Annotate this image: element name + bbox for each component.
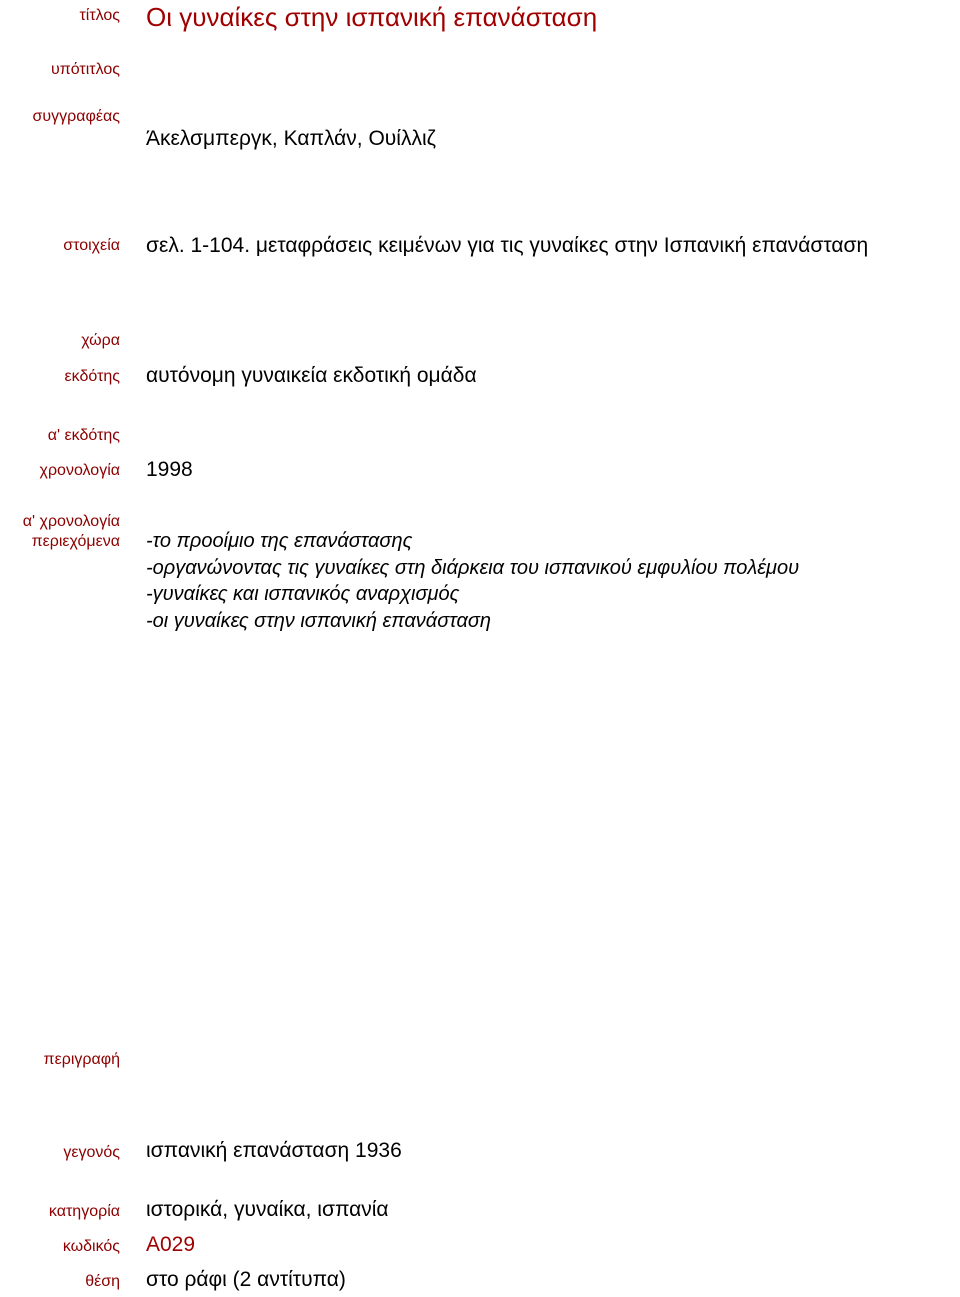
author-label: συγγραφέας	[32, 108, 120, 125]
first-date-label: α' χρονολογία	[22, 513, 120, 530]
description-label: περιγραφή	[43, 1051, 120, 1068]
title-label: τίτλος	[79, 7, 120, 24]
contents-label: περιεχόμενα	[31, 533, 120, 550]
contents-item: -οι γυναίκες στην ισπανική επανάσταση	[146, 609, 492, 632]
location-label: θέση	[85, 1273, 120, 1290]
date-value: 1998	[146, 458, 193, 481]
event-value: ισπανική επανάσταση 1936	[146, 1139, 402, 1162]
code-label: κωδικός	[62, 1238, 120, 1255]
event-label: γεγονός	[63, 1144, 120, 1161]
contents-item: -γυναίκες και ισπανικός αναρχισμός	[146, 583, 460, 605]
title-value: Οι γυναίκες στην ισπανική επανάσταση	[146, 2, 598, 32]
contents-item: -το προοίμιο της επανάστασης	[146, 530, 413, 552]
contents-item: -οργανώνοντας τις γυναίκες στη διάρκεια του ισπανικού εμφυλίου πολέμου	[146, 556, 800, 579]
publisher-value: αυτόνομη γυναικεία εκδοτική ομάδα	[146, 364, 477, 387]
contents-list	[146, 528, 799, 634]
author-value: Άκελσμπεργκ, Καπλάν, Ουίλλιζ	[146, 127, 436, 150]
category-label: κατηγορία	[48, 1203, 120, 1220]
category-value: ιστορικά, γυναίκα, ισπανία	[146, 1198, 389, 1221]
first-publisher-label: α' εκδότης	[47, 427, 120, 444]
code-value: Α029	[146, 1233, 196, 1256]
country-label: χώρα	[81, 332, 120, 349]
date-label: χρονολογία	[39, 462, 120, 479]
details-value: σελ. 1-104. μεταφράσεις κειμένων για τις γυναίκες στην Ισπανική επανάσταση	[146, 234, 869, 257]
location-value: στο ράφι (2 αντίτυπα)	[146, 1268, 346, 1291]
publisher-label: εκδότης	[64, 368, 120, 385]
details-label: στοιχεία	[63, 237, 120, 254]
subtitle-label: υπότιτλος	[50, 61, 120, 78]
